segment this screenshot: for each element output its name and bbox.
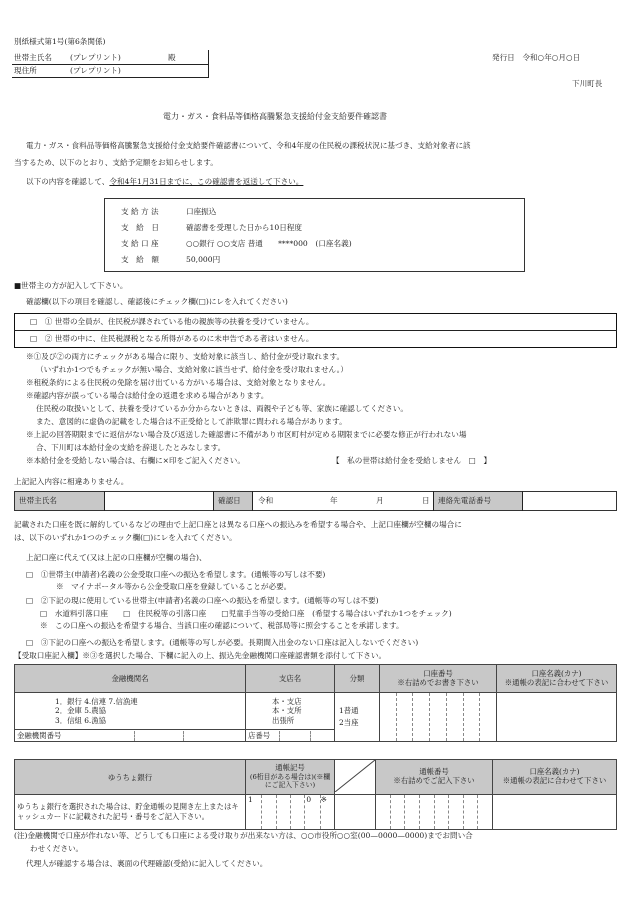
holder-title: 口座名義(カナ) — [531, 668, 582, 678]
digit-cell[interactable] — [291, 795, 305, 829]
type-options[interactable]: 1普通 2当座 — [335, 693, 380, 742]
yucho-blank-header — [335, 760, 376, 795]
date-era: 令和 — [258, 496, 274, 505]
passbook-number-subtitle: ※右詰めでご記入下さい — [393, 776, 475, 785]
digit-cell[interactable] — [413, 693, 430, 741]
sign-div-3 — [252, 491, 253, 511]
phone-label: 連絡先電話番号 — [434, 492, 522, 510]
passbook-number-header — [376, 760, 493, 795]
bank-code-label: 金融機関番号 — [17, 730, 62, 740]
check-items-divider — [14, 330, 617, 331]
date-label: 確認日 — [214, 492, 252, 510]
digit-cell[interactable] — [449, 795, 464, 829]
header-rule-v — [208, 50, 209, 78]
yucho-table — [14, 759, 617, 830]
digit-cell[interactable] — [430, 693, 447, 741]
option-1-note: ※ マイナポータル等から公金受取口座を登録していることが必要。 — [56, 582, 292, 591]
payment-method-label: 支 給 方 法 — [121, 207, 159, 216]
diagonal-slash — [335, 760, 375, 792]
decline-checkbox[interactable]: 【 私の世帯は給付金を受給しません □ 】 — [332, 456, 492, 465]
footer-note-1b: わせください。 — [30, 844, 84, 853]
intro-p1a: 電力・ガス・食料品等価格高騰緊急支援給付金支給要件確認書について、令和4年度の住民税の課税状況に基づき、支給対象者に該 — [26, 141, 471, 150]
digit-cell[interactable] — [480, 693, 496, 741]
honorific: 殿 — [168, 53, 176, 62]
digit-cell[interactable] — [391, 795, 406, 829]
header-rule-1 — [12, 64, 209, 65]
bank-name-header: 金融機関名 — [15, 665, 246, 693]
branch-code-row — [246, 729, 335, 741]
note-3: ※租税条約による住民税の免除を届け出ている方がいる場合は、支給対象となりません。 — [26, 378, 331, 387]
bank-code-input[interactable] — [134, 731, 184, 741]
intro-p2 — [26, 177, 303, 186]
digit-cell[interactable] — [376, 795, 391, 829]
passbook-number-input[interactable] — [376, 795, 493, 830]
intro-p1b: 当するため、以下のとおり、支給予定額をお知らせします。 — [14, 158, 218, 167]
footer-note-1a: (注)金融機関で口座が作れない等、どうしても口座による受け取りが出来ない方は、○○市役所○○室(00—0000—0000)までお問い合 — [14, 831, 473, 840]
option-1[interactable]: □ ①世帯主(申請者)名義の公金受取口座への振込を希望します。(通帳等の写しは不要) — [26, 570, 326, 579]
digit-cell[interactable] — [435, 795, 450, 829]
account-number-input[interactable] — [380, 693, 497, 742]
header-rule-2 — [12, 77, 209, 78]
digit-cell[interactable] — [262, 795, 276, 829]
check-item-2[interactable]: □ ② 世帯の中に、住民税課税となる所得があるのに未申告である者はいません。 — [30, 334, 314, 343]
form-number: 別紙様式第1号(第6条関係) — [14, 37, 106, 46]
head-name-input[interactable] — [105, 492, 213, 510]
option-2[interactable]: □ ②下記の現に使用している世帯主(申請者)名義の口座への振込を希望します。(通帳等の写しは不要) — [26, 596, 379, 605]
note-9: ※本給付金を受給しない場合は、右欄に×印をご記入ください。 — [26, 456, 245, 465]
holder-input[interactable] — [497, 693, 617, 742]
note-7: ※上記の回答期限までに返信がない場合及び返送した確認書に不備があり市区町村が定める期限までに必要な修正が行われない場 — [26, 430, 467, 439]
footer-note-2: 代理人が確認する場合は、裏面の代理確認(受給)に記入してください。 — [26, 859, 268, 868]
holder-subtitle: ※通帳の表記に合わせて下さい — [504, 677, 609, 687]
type-header: 分類 — [335, 665, 380, 693]
yucho-holder-subtitle: ※通帳の表記に合わせて下さい — [502, 776, 607, 785]
yucho-blank-cell — [335, 795, 376, 830]
date-month: 月 — [376, 496, 384, 505]
symbol-digit-cells — [246, 795, 334, 829]
check-item-1[interactable]: □ ① 世帯の全員が、住民税が課されている他の親族等の扶養を受けていません。 — [30, 317, 314, 326]
head-name-cell-label: 世帯主氏名 — [15, 492, 104, 510]
digit-cell[interactable] — [420, 795, 435, 829]
yucho-holder-header — [493, 760, 617, 795]
section2-p2: 上記口座に代えて(又は上記の口座欄が空欄の場合)、 — [26, 553, 207, 562]
option-2-sub[interactable]: □ 水道料引落口座 □ 住民税等の引落口座 □児童手当等の受給口座 (希望する場合はいずれか1つをチェック) — [40, 609, 452, 618]
yucho-note: ゆうちょ銀行を選択された場合は、貯金通帳の見開き左上またはキャッシュカードに記載された記号・番号をご記入下さい。 — [15, 795, 246, 830]
payment-date-value: 確認書を受理した日から10日程度 — [186, 223, 302, 232]
date-year: 年 — [330, 496, 338, 505]
symbol-extra-mark[interactable]: ※ — [320, 795, 327, 804]
payment-amount-value: 50,000円 — [186, 255, 221, 264]
confirm-line: 上記記入内容に相違ありません。 — [14, 477, 129, 486]
branch-code-input[interactable] — [279, 731, 311, 741]
head-name-label: 世帯主氏名 — [14, 53, 52, 62]
payment-account-value: ○○銀行 ○○支店 普通 ****000 (口座名義) — [186, 239, 352, 248]
option-2-note: ※ この口座への振込を希望する場合、当該口座の確認について、税部局等に照会することを承諾します。 — [40, 621, 404, 630]
passbook-symbol-title: 通帳記号 — [275, 763, 305, 773]
digit-cell[interactable] — [380, 693, 397, 741]
yucho-holder-input[interactable] — [493, 795, 617, 830]
option-3[interactable]: □ ③下記の口座への振込を希望します。(通帳等の写しが必要。長期間入出金のない口座は記入しないでください) — [26, 638, 419, 647]
yucho-holder-title: 口座名義(カナ) — [529, 767, 580, 777]
branch-kind-options[interactable]: 本・支店 本・支所 出張所 — [246, 693, 335, 730]
note-6: また、意図的に虚偽の記載をした場合は不正受給として詐欺罪に問われる場合があります。 — [36, 417, 347, 426]
yucho-header: ゆうちょ銀行 — [15, 760, 246, 795]
section1-heading: ■世帯主の方が記入して下さい。 — [14, 281, 128, 290]
digit-cell[interactable] — [447, 693, 464, 741]
note-8: 合、下川町は本給付金の支給を辞退したとみなします。 — [36, 443, 226, 452]
note-5: 住民税の取扱いとして、扶養を受けているか分からないときは、両親や子ども等、家族に確認してください。 — [36, 404, 408, 413]
note-4: ※確認内容が誤っている場合は給付金の返還を求める場合があります。 — [26, 391, 269, 400]
account-digit-cells — [380, 693, 496, 741]
passbook-symbol-header — [246, 760, 335, 795]
account-heading: 【受取口座記入欄】※③を選択した場合、下欄に記入の上、振込先金融機関口座確認書類を添付して下さい。 — [14, 651, 387, 660]
digit-cell[interactable] — [464, 795, 479, 829]
branch-header: 支店名 — [246, 665, 335, 693]
symbol-digit-1[interactable]: 1 — [246, 795, 262, 829]
holder-header — [497, 665, 617, 693]
branch-code-label: 店番号 — [248, 730, 271, 740]
number-digit-cells — [376, 795, 492, 829]
payment-method-value: 口座振込 — [186, 207, 217, 216]
section2-p1a: 記載された口座を既に解約しているなどの理由で上記口座とは異なる口座への振込みを希望する場合や、上記口座欄が空欄の場合に — [14, 520, 462, 529]
symbol-digit-0[interactable]: 0 — [305, 795, 320, 829]
account-number-title: 口座番号 — [423, 668, 453, 678]
payment-date-label: 支 給 日 — [121, 223, 159, 232]
address-label: 現住所 — [14, 66, 37, 75]
payment-account-label: 支 給 口 座 — [121, 239, 159, 248]
note-2: （いずれか1つでもチェックが無い場合、支給対象に該当せず、給付金を受け取れません。） — [36, 365, 348, 374]
passbook-symbol-subtitle: (6桁目がある場合は)(※欄にご記入下さい) — [249, 773, 331, 790]
return-deadline: 令和4年1月31日までに、この確認書を返送して下さい。 — [109, 177, 304, 186]
section2-p1b: は、以下のいずれか1つのチェック欄(□)にレを入れてください。 — [14, 533, 237, 542]
passbook-number-title: 通帳番号 — [419, 767, 449, 777]
head-name-value: (プレプリント) — [70, 53, 121, 62]
intro-p2-prefix: 以下の内容を確認して、 — [26, 177, 110, 186]
bank-code-row — [15, 729, 246, 741]
date-day: 日 — [422, 496, 430, 505]
section1-instruction: 確認欄(以下の項目を確認し、確認後にチェック欄(□)にレを入れてください) — [26, 297, 288, 306]
issuer: 下川町長 — [572, 79, 603, 88]
issue-date: 発行日 令和○年○月○日 — [492, 53, 581, 62]
payment-info-box — [104, 198, 525, 272]
digit-cell[interactable] — [397, 693, 414, 741]
address-value: (プレプリント) — [70, 66, 121, 75]
note-1: ※①及び②の両方にチェックがある場合に限り、支給対象に該当し、給付金が受け取れます。 — [26, 352, 345, 361]
passbook-symbol-input[interactable] — [246, 795, 335, 830]
bank-account-table — [14, 664, 617, 742]
account-number-header — [380, 665, 497, 693]
digit-cell[interactable] — [277, 795, 291, 829]
digit-cell[interactable] — [405, 795, 420, 829]
phone-input[interactable] — [523, 492, 616, 510]
bank-kind-options[interactable]: 1．銀行 4.信連 7.信漁連 2．金庫 5.農協 3．信組 6.漁協 — [15, 693, 246, 730]
account-number-subtitle: ※右詰めでお書き下さい — [397, 677, 479, 687]
digit-cell[interactable] — [464, 693, 481, 741]
document-title: 電力・ガス・食料品等価格高騰緊急支援給付金支給要件確認書 — [163, 112, 387, 121]
payment-amount-label: 支 給 額 — [121, 255, 159, 264]
digit-cell[interactable] — [478, 795, 492, 829]
